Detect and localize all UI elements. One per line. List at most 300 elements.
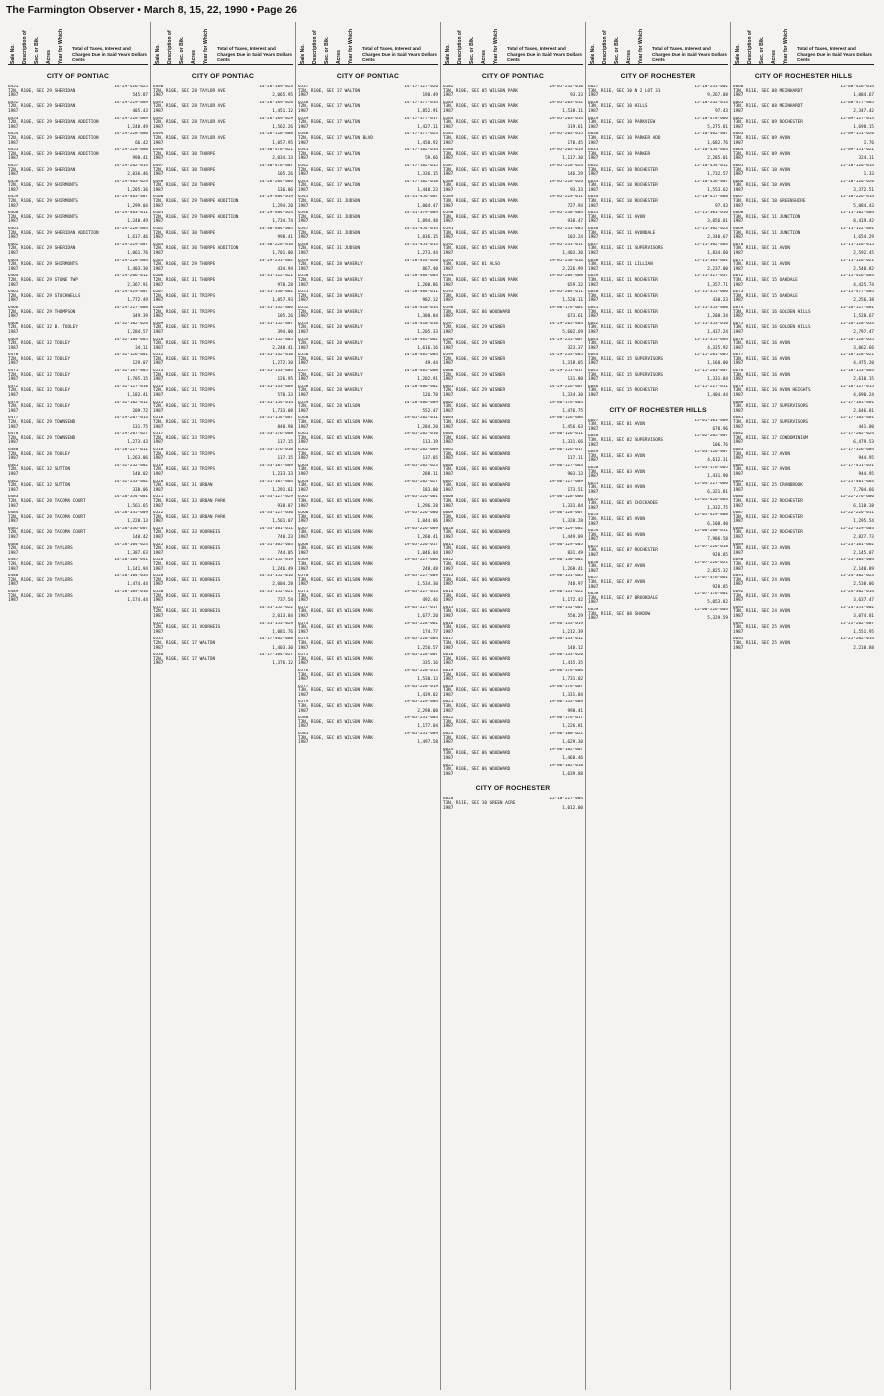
column-header bbox=[733, 22, 874, 65]
sale-number: 6645 bbox=[588, 369, 599, 374]
parcel-record bbox=[8, 432, 148, 446]
sale-number: 6491 bbox=[153, 100, 164, 105]
listing-column bbox=[586, 22, 731, 1390]
amount-due: 1,731.02 bbox=[562, 677, 583, 683]
parcel-id: 19-05-229-004 bbox=[404, 700, 438, 705]
parcel-record bbox=[443, 180, 583, 194]
delinquent-year: 1987 bbox=[733, 440, 744, 446]
sale-number: 6570 bbox=[298, 574, 309, 579]
delinquent-year: 1987 bbox=[588, 568, 599, 574]
parcel-description: T3N, R11E, SEC 07 AVON bbox=[588, 564, 645, 570]
sale-number: 6526 bbox=[153, 558, 164, 563]
amount-due: 1,732.57 bbox=[707, 172, 728, 178]
sale-number: 6453 bbox=[8, 116, 19, 121]
sale-number: 6547 bbox=[298, 227, 309, 232]
parcel-description: T2N, R10E, SEC 20 TACOMA COURT bbox=[8, 498, 86, 504]
parcel-id: 15-11-126-021 bbox=[840, 258, 874, 263]
parcel-description: T3N, R10E, SEC 05 WILSON PARK bbox=[443, 214, 519, 220]
amount-due: 1,403.30 bbox=[272, 645, 293, 651]
column-header-sec: Sec. or Blk. bbox=[179, 36, 185, 64]
parcel-description: T3N, R10E, SEC 06 WOODWARD bbox=[443, 546, 511, 552]
parcel-id: 15-10-456-007 bbox=[694, 179, 728, 184]
parcel-id: 15-25-401-003 bbox=[840, 479, 874, 484]
delinquent-year: 1987 bbox=[588, 553, 599, 559]
parcel-record bbox=[298, 558, 438, 572]
parcel-description: T2N, R10E, SEC 31 JUDSON bbox=[298, 246, 361, 252]
parcel-description: T2N, R10E, SEC 32 TOOLEY bbox=[8, 341, 71, 347]
parcel-record bbox=[443, 85, 583, 99]
amount-due: 1,177.04 bbox=[417, 724, 438, 730]
parcel-record bbox=[153, 101, 293, 115]
delinquent-year: 1987 bbox=[443, 266, 454, 272]
sale-number: 6568 bbox=[298, 542, 309, 547]
parcel-record bbox=[8, 164, 148, 178]
parcel-record bbox=[733, 480, 874, 494]
delinquent-year: 1987 bbox=[733, 266, 744, 272]
sale-number: 6590 bbox=[443, 211, 454, 216]
parcel-record bbox=[443, 574, 583, 588]
parcel-id: 19-06-180-022 bbox=[549, 732, 583, 737]
parcel-id: 19-06-128-006 bbox=[549, 495, 583, 500]
parcel-description: T2N, R10E, SEC 31 TRIPPS bbox=[153, 372, 216, 378]
parcel-id: 15-17-101-001 bbox=[840, 400, 874, 405]
amount-due: 748.97 bbox=[567, 582, 583, 588]
sale-number: 6624 bbox=[443, 747, 454, 752]
delinquent-year: 1987 bbox=[733, 629, 744, 635]
parcel-description: T2N, R10E, SEC 28 THORPE bbox=[153, 183, 216, 189]
parcel-description: T3N, R11E, SEC 11 AVON bbox=[588, 214, 645, 220]
parcel-description: T3N, R10E, SEC 06 WOODWARD bbox=[443, 735, 511, 741]
parcel-record bbox=[153, 195, 293, 209]
parcel-id: 14-29-233-005 bbox=[549, 353, 583, 358]
parcel-record bbox=[298, 290, 438, 304]
sale-number: 6602 bbox=[443, 400, 454, 405]
amount-due: 1,431.90 bbox=[707, 474, 728, 480]
parcel-record bbox=[8, 511, 148, 525]
parcel-id: 14-29-231-007 bbox=[549, 337, 583, 342]
delinquent-year: 1987 bbox=[8, 550, 19, 556]
section-title: CITY OF ROCHESTER bbox=[620, 73, 696, 80]
parcel-id: 14-31-112-021 bbox=[259, 274, 293, 279]
parcel-description: T2N, R10E, SEC 31 TRIPPS bbox=[153, 309, 216, 315]
parcel-description: T3N, R11E, SEC 15 SUPERVISORS bbox=[588, 372, 664, 378]
column-header-year: Year for Which bbox=[783, 28, 789, 64]
parcel-description: T2N, R10E, SEC 32 TOOLEY bbox=[8, 356, 71, 362]
parcel-description: T3N, R10E, SEC 06 WOODWARD bbox=[443, 719, 511, 725]
parcel-description: T3N, R10E, SEC 05 WILSON PARK bbox=[443, 246, 519, 252]
parcel-description: T3N, R10E, SEC 06 WOODWARD bbox=[443, 562, 511, 568]
amount-due: 3,372.51 bbox=[853, 187, 874, 193]
amount-due: 1,617.46 bbox=[127, 235, 148, 241]
parcel-id: 15-15-227-011 bbox=[694, 384, 728, 389]
amount-due: 131.75 bbox=[132, 424, 148, 430]
parcel-description: T2N, R10E, SEC 28 WILSON bbox=[298, 404, 361, 410]
amount-due: 727.94 bbox=[567, 203, 583, 209]
delinquent-year: 1987 bbox=[443, 677, 454, 683]
parcel-id: 19-06-126-006 bbox=[549, 416, 583, 421]
parcel-record bbox=[298, 132, 438, 146]
parcel-description: T2N, R10E, SEC 29 TOWNSEND bbox=[8, 420, 76, 425]
sale-number: 6516 bbox=[153, 416, 164, 421]
amount-due: 1,294.20 bbox=[272, 203, 293, 209]
parcel-description: T3N, R11E, SEC 15 OAKDALE bbox=[733, 293, 798, 299]
amount-due: 1,387.63 bbox=[127, 550, 148, 556]
sale-number: 6503 bbox=[153, 242, 164, 247]
amount-due: 928.85 bbox=[712, 584, 728, 590]
sale-number: 6470 bbox=[8, 353, 19, 358]
delinquent-year: 1987 bbox=[443, 329, 454, 335]
parcel-record bbox=[8, 416, 148, 430]
sale-number: 6678 bbox=[733, 369, 744, 374]
amount-due: 1,172.42 bbox=[562, 598, 583, 604]
parcel-id: 14-29-227-008 bbox=[114, 305, 148, 310]
amount-due: 97.43 bbox=[715, 203, 728, 209]
parcel-record bbox=[733, 85, 874, 99]
parcel-record bbox=[733, 274, 874, 288]
parcel-record bbox=[153, 369, 293, 383]
sale-number: 6691 bbox=[733, 574, 744, 579]
amount-due: 1,284.57 bbox=[127, 329, 148, 335]
amount-due: 1,291.61 bbox=[272, 487, 293, 493]
parcel-description: T2N, R10E, SEC 28 WAVERLY bbox=[298, 262, 363, 268]
parcel-id: 14-28-104-023 bbox=[114, 542, 148, 547]
parcel-record bbox=[443, 464, 583, 478]
sale-number: 6679 bbox=[733, 384, 744, 389]
column-header-total: Total of Taxes, Interest and Charges Due in Said Years Dollars Cents bbox=[217, 46, 292, 62]
parcel-id: 19-06-133-020 bbox=[549, 653, 583, 658]
parcel-record bbox=[8, 117, 148, 131]
column-header-total: Total of Taxes, Interest and Charges Due in Said Years Dollars Cents bbox=[362, 46, 437, 62]
parcel-record bbox=[443, 590, 583, 604]
parcel-record bbox=[443, 338, 583, 352]
parcel-id: 15-07-176-001 bbox=[694, 592, 728, 597]
parcel-record bbox=[733, 148, 874, 162]
parcel-description: T3N, R10E, SEC 05 WILSON PARK bbox=[298, 562, 374, 568]
parcel-description: T2N, R10E, SEC 28 WAVERLY bbox=[298, 309, 363, 315]
delinquent-year: 1987 bbox=[298, 613, 309, 619]
parcel-record bbox=[298, 606, 438, 620]
parcel-description: T3N, R10E, SEC 06 WOODWARD bbox=[443, 656, 511, 662]
amount-due: 1,734.74 bbox=[272, 219, 293, 225]
parcel-id: 19-05-203-019 bbox=[549, 148, 583, 153]
delinquent-year: 1987 bbox=[153, 282, 164, 288]
amount-due: 1,403.30 bbox=[562, 251, 583, 256]
column-header-sec: Sec. or Blk. bbox=[614, 36, 620, 64]
parcel-record bbox=[733, 432, 874, 446]
parcel-record bbox=[733, 637, 874, 651]
parcel-id: 19-05-226-017 bbox=[404, 542, 438, 547]
parcel-id: 14-17-377-014 bbox=[404, 100, 438, 105]
parcel-id: 19-05-230-004 bbox=[549, 211, 583, 216]
parcel-record bbox=[8, 132, 148, 146]
parcel-description: T3N, R10E, SEC 06 WOODWARD bbox=[443, 577, 511, 583]
parcel-record bbox=[733, 211, 874, 225]
delinquent-year: 1987 bbox=[298, 172, 309, 178]
parcel-id: 14-28-410-010 bbox=[404, 321, 438, 326]
amount-due: 1,202.91 bbox=[417, 377, 438, 383]
amount-due: 1,061.76 bbox=[127, 251, 148, 256]
delinquent-year: 1987 bbox=[298, 677, 309, 683]
amount-due: 2,646.81 bbox=[853, 408, 874, 414]
parcel-id: 14-32-102-012 bbox=[114, 400, 148, 405]
delinquent-year: 1987 bbox=[443, 440, 454, 446]
delinquent-year: 1987 bbox=[443, 456, 454, 462]
parcel-record bbox=[443, 259, 583, 273]
section-title: CITY OF ROCHESTER bbox=[475, 785, 551, 793]
delinquent-year: 1987 bbox=[153, 203, 164, 209]
delinquent-year: 1987 bbox=[298, 108, 309, 114]
parcel-id: 14-32-232-002 bbox=[114, 463, 148, 468]
parcel-id: 15-11-351-006 bbox=[694, 290, 728, 295]
delinquent-year: 1987 bbox=[443, 740, 454, 746]
sale-number: 6633 bbox=[588, 179, 599, 184]
parcel-record bbox=[733, 416, 874, 430]
delinquent-year: 1987 bbox=[733, 93, 744, 99]
parcel-id: 19-06-176-003 bbox=[549, 400, 583, 405]
sale-number: 6466 bbox=[8, 305, 19, 310]
parcel-id: 15-06-200-011 bbox=[694, 529, 728, 534]
parcel-description: T3N, R11E, SEC 10 PARKER bbox=[588, 151, 651, 157]
delinquent-year: 1987 bbox=[8, 393, 19, 399]
delinquent-year: 1987 bbox=[153, 345, 164, 351]
parcel-record bbox=[153, 543, 293, 557]
parcel-description: T2N, R10E, SEC 29 WISNER bbox=[443, 356, 506, 362]
parcel-record bbox=[733, 195, 874, 209]
parcel-description: T3N, R11E, SEC 25 CRANBROOK bbox=[733, 483, 803, 489]
amount-due: 2,298.00 bbox=[417, 708, 438, 714]
parcel-description: T2N, R10E, SEC 29 SHERIDAN ADDITION bbox=[8, 230, 99, 236]
parcel-id: 15-17-326-004 bbox=[840, 447, 874, 452]
parcel-description: T3N, R11E, SEC 08 MEINHARDT bbox=[733, 104, 803, 110]
amount-due: 1,331.84 bbox=[562, 692, 583, 698]
section-title: CITY OF PONTIAC bbox=[191, 73, 255, 80]
parcel-id: 19-05-204-011 bbox=[549, 290, 583, 295]
amount-due: 7,704.66 bbox=[853, 487, 874, 493]
delinquent-year: 1987 bbox=[733, 424, 744, 430]
amount-due: 349.39 bbox=[132, 314, 148, 320]
delinquent-year: 1987 bbox=[443, 487, 454, 493]
sale-number: 6594 bbox=[443, 274, 454, 279]
parcel-description: T2N, R10E, SEC 20 TACOMA COURT bbox=[8, 530, 86, 536]
amount-due: 105.26 bbox=[277, 172, 293, 178]
parcel-id: 19-06-129-002 bbox=[549, 526, 583, 531]
amount-due: 117.15 bbox=[277, 456, 293, 462]
parcel-record bbox=[588, 322, 728, 336]
column-header-sale-no: Sale No. bbox=[10, 44, 16, 64]
parcel-id: 14-31-130-002 bbox=[259, 290, 293, 295]
sale-number: 6648 bbox=[588, 434, 599, 439]
sale-number: 6615 bbox=[443, 605, 454, 610]
sale-number: 6556 bbox=[298, 353, 309, 358]
parcel-description: T2N, R10E, SEC 17 WALTON bbox=[153, 640, 216, 646]
parcel-id: 19-05-202-027 bbox=[404, 479, 438, 484]
parcel-id: 14-33-107-009 bbox=[259, 463, 293, 468]
delinquent-year: 1987 bbox=[298, 329, 309, 335]
amount-due: 1,205.33 bbox=[417, 329, 438, 335]
parcel-description: T3N, R11E, SEC 06 AVON bbox=[588, 532, 645, 538]
amount-due: 2,210.88 bbox=[853, 645, 874, 651]
delinquent-year: 1987 bbox=[8, 172, 19, 178]
delinquent-year: 1987 bbox=[733, 203, 744, 209]
parcel-id: 19-06-182-007 bbox=[549, 747, 583, 752]
parcel-record bbox=[588, 274, 728, 288]
amount-due: 1,296.28 bbox=[417, 503, 438, 509]
parcel-record bbox=[298, 511, 438, 525]
sale-number: 6619 bbox=[443, 668, 454, 673]
parcel-id: 14-29-229-009 bbox=[114, 100, 148, 105]
parcel-id: 15-10-402-007 bbox=[694, 132, 728, 137]
amount-due: 174.77 bbox=[422, 629, 438, 635]
parcel-id: 15-24-302-023 bbox=[840, 574, 874, 579]
amount-due: 1,318.05 bbox=[562, 361, 583, 367]
parcel-description: T3N, R11E, SEC 10 N 2 LOT 31 bbox=[588, 88, 661, 94]
column-header-acres: Acres bbox=[771, 50, 777, 64]
amount-due: 1,450.92 bbox=[417, 140, 438, 146]
amount-due: 2,237.00 bbox=[707, 266, 728, 272]
parcel-record bbox=[8, 590, 148, 604]
sale-number: 6509 bbox=[153, 321, 164, 326]
parcel-description: T2N, R10E, SEC 29 SHERIDAN ADDITION bbox=[8, 151, 99, 157]
parcel-record bbox=[298, 700, 438, 714]
delinquent-year: 1987 bbox=[588, 203, 599, 209]
delinquent-year: 1987 bbox=[588, 426, 599, 432]
parcel-id: 14-31-132-010 bbox=[259, 353, 293, 358]
sale-number: 6533 bbox=[153, 621, 164, 626]
parcel-record bbox=[443, 558, 583, 572]
listing-column bbox=[296, 22, 441, 1390]
parcel-description: T2N, R10E, SEC 31 JUDSON bbox=[298, 230, 361, 236]
sale-number: 6680 bbox=[733, 400, 744, 405]
delinquent-year: 1987 bbox=[298, 187, 309, 193]
parcel-description: T2N, R10E, SEC 31 VOORHEIS bbox=[153, 577, 221, 583]
amount-due: 1,551.95 bbox=[853, 629, 874, 635]
parcel-id: 14-17-377-017 bbox=[404, 116, 438, 121]
sale-number: 6517 bbox=[153, 432, 164, 437]
parcel-record bbox=[443, 290, 583, 304]
column-header-sec: Sec. or Blk. bbox=[469, 36, 475, 64]
sale-number: 6589 bbox=[443, 195, 454, 200]
sale-number: 6546 bbox=[298, 211, 309, 216]
delinquent-year: 1987 bbox=[8, 471, 19, 477]
sale-number: 6642 bbox=[588, 321, 599, 326]
parcel-record bbox=[8, 480, 148, 494]
parcel-record bbox=[298, 401, 438, 415]
column-header bbox=[298, 22, 438, 65]
sale-number: 6674 bbox=[733, 305, 744, 310]
parcel-id: 19-05-228-026 bbox=[549, 179, 583, 184]
amount-due: 1,705.15 bbox=[127, 377, 148, 383]
parcel-record bbox=[588, 561, 728, 575]
sale-number: 6500 bbox=[153, 195, 164, 200]
delinquent-year: 1987 bbox=[588, 140, 599, 146]
parcel-id: 15-09-127-013 bbox=[840, 116, 874, 121]
column-header-sale-no: Sale No. bbox=[155, 44, 161, 64]
parcel-id: 15-16-153-003 bbox=[840, 369, 874, 374]
parcel-id: 14-32-126-001 bbox=[114, 353, 148, 358]
parcel-record bbox=[733, 574, 874, 588]
amount-due: 1,246.49 bbox=[272, 566, 293, 572]
parcel-description: T3N, R10E, SEC 06 WOODWARD bbox=[443, 420, 511, 425]
parcel-description: T3N, R10E, SEC 06 WOODWARD bbox=[443, 593, 511, 599]
parcel-record bbox=[733, 606, 874, 620]
sale-number: 6634 bbox=[588, 195, 599, 200]
parcel-description: T3N, R11E, SEC 16 GOLDEN HILLS bbox=[733, 325, 811, 331]
parcel-description: T3N, R11E, SEC 25 AVON bbox=[733, 625, 790, 631]
delinquent-year: 1987 bbox=[8, 424, 19, 430]
parcel-record bbox=[443, 700, 583, 714]
sale-number: 6541 bbox=[298, 148, 309, 153]
parcel-id: 19-05-228-013 bbox=[404, 668, 438, 673]
amount-due: 1,852.91 bbox=[417, 108, 438, 114]
parcel-description: T2N, R10E, SEC 31 VOORHEIS bbox=[153, 593, 221, 599]
delinquent-year: 1987 bbox=[733, 329, 744, 335]
sale-number: 6484 bbox=[8, 511, 19, 516]
amount-due: 2,013.84 bbox=[272, 613, 293, 619]
parcel-description: T3N, R10E, SEC 05 WILSON PARK bbox=[298, 451, 374, 457]
delinquent-year: 1987 bbox=[443, 566, 454, 572]
parcel-description: T3N, R10E, SEC 05 WILSON PARK bbox=[298, 719, 374, 725]
parcel-id: 15-03-176-005 bbox=[694, 465, 728, 470]
amount-due: 6,321.81 bbox=[707, 489, 728, 495]
sale-number: 6655 bbox=[588, 544, 599, 549]
amount-due: 6,479.53 bbox=[853, 440, 874, 446]
parcel-id: 14-29-484-019 bbox=[259, 195, 293, 200]
amount-due: 928.85 bbox=[712, 553, 728, 559]
sale-number: 6565 bbox=[298, 495, 309, 500]
sale-number: 6528 bbox=[153, 574, 164, 579]
parcel-description: T3N, R11E, SEC 10 ROCHESTER bbox=[588, 199, 658, 205]
sale-number: 6616 bbox=[443, 621, 454, 626]
parcel-record bbox=[443, 101, 583, 115]
parcel-record bbox=[153, 574, 293, 588]
parcel-record bbox=[8, 259, 148, 273]
amount-due: 2,340.67 bbox=[707, 235, 728, 241]
column-header-year: Year for Which bbox=[58, 28, 64, 64]
parcel-record bbox=[8, 290, 148, 304]
delinquent-year: 1987 bbox=[443, 108, 454, 114]
parcel-id: 15-07-226-018 bbox=[694, 544, 728, 549]
parcel-id: 14-29-206-012 bbox=[114, 274, 148, 279]
amount-due: 106.76 bbox=[712, 442, 728, 448]
amount-due: 1,295.54 bbox=[853, 519, 874, 525]
sale-number: 6472 bbox=[8, 384, 19, 389]
parcel-id: 15-11-102-004 bbox=[840, 211, 874, 216]
column-header bbox=[443, 22, 583, 65]
parcel-description: T3N, R11E, SEC 10 ROCHESTER bbox=[588, 183, 658, 189]
column-header-year: Year for Which bbox=[348, 28, 354, 64]
parcel-id: 19-06-182-018 bbox=[549, 763, 583, 768]
sale-number: 6637 bbox=[588, 242, 599, 247]
delinquent-year: 1987 bbox=[733, 314, 744, 320]
sale-number: 6692 bbox=[733, 590, 744, 594]
amount-due: 1,046.04 bbox=[417, 550, 438, 556]
delinquent-year: 1987 bbox=[8, 377, 19, 383]
parcel-record bbox=[733, 227, 874, 241]
delinquent-year: 1987 bbox=[443, 156, 454, 162]
sale-number: 6518 bbox=[153, 447, 164, 452]
delinquent-year: 1987 bbox=[153, 487, 164, 493]
amount-due: 1,834.60 bbox=[707, 251, 728, 256]
parcel-description: T2N, R10E, SEC 32 TOOLEY bbox=[8, 404, 71, 410]
parcel-id: 14-29-205-003 bbox=[549, 321, 583, 326]
sale-number: 6524 bbox=[153, 526, 164, 531]
sale-number: 6463 bbox=[8, 258, 19, 263]
parcel-description: T2N, R10E, SEC 28 WAVERLY bbox=[298, 277, 363, 283]
parcel-id: 14-33-176-008 bbox=[259, 432, 293, 437]
parcel-description: T3N, R11E, SEC 11 ROCHESTER bbox=[588, 309, 658, 315]
parcel-id: 19-05-231-003 bbox=[404, 716, 438, 721]
amount-due: 4,475.20 bbox=[853, 361, 874, 367]
